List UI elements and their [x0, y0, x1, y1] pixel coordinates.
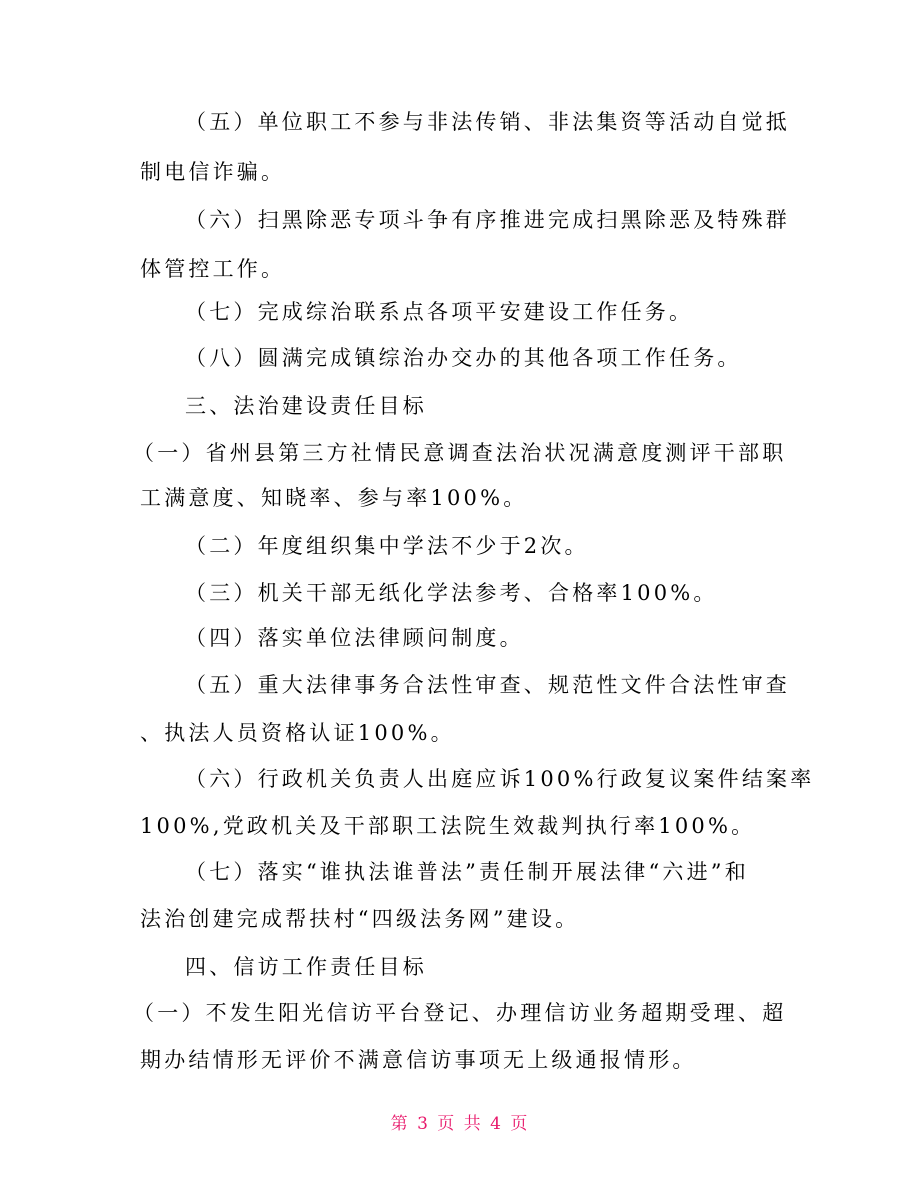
paragraph-line: 制电信诈骗。	[140, 160, 286, 184]
section-heading: 四、信访工作责任目标	[185, 955, 427, 979]
paragraph-line: 法治创建完成帮扶村“四级法务网”建设。	[140, 907, 580, 931]
paragraph-line: （七）完成综治联系点各项平安建设工作任务。	[185, 300, 694, 324]
paragraph-line: （一）不发生阳光信访平台登记、办理信访业务超期受理、超	[133, 1001, 787, 1025]
paragraph-line: 100%,党政机关及干部职工法院生效裁判执行率100%。	[140, 814, 756, 838]
paragraph-line: （一）省州县第三方社情民意调查法治状况满意度测评干部职	[133, 441, 787, 465]
section-heading: 三、法治建设责任目标	[185, 394, 427, 418]
paragraph-line: （四）落实单位法律顾问制度。	[185, 626, 524, 650]
paragraph-line: （二）年度组织集中学法不少于2次。	[185, 534, 589, 558]
paragraph-line: （六）行政机关负责人出庭应诉100%行政复议案件结案率	[185, 767, 815, 791]
paragraph-line: （五）重大法律事务合法性审查、规范性文件合法性审查	[185, 673, 790, 697]
page-number-footer: 第 3 页 共 4 页	[390, 1114, 530, 1134]
paragraph-line: （三）机关干部无纸化学法参考、合格率100%。	[185, 581, 718, 605]
paragraph-line: （七）落实“谁执法谁普法”责任制开展法律“六进”和	[185, 860, 749, 884]
paragraph-line: （五）单位职工不参与非法传销、非法集资等活动自觉抵	[185, 110, 790, 134]
paragraph-line: 工满意度、知晓率、参与率100%。	[140, 486, 528, 510]
paragraph-line: （六）扫黑除恶专项斗争有序推进完成扫黑除恶及特殊群	[185, 208, 790, 232]
paragraph-line: （八）圆满完成镇综治办交办的其他各项工作任务。	[185, 346, 742, 370]
paragraph-line: 、执法人员资格认证100%。	[140, 721, 455, 745]
paragraph-line: 体管控工作。	[140, 257, 286, 281]
paragraph-line: 期办结情形无评价不满意信访事项无上级通报情形。	[140, 1048, 697, 1072]
